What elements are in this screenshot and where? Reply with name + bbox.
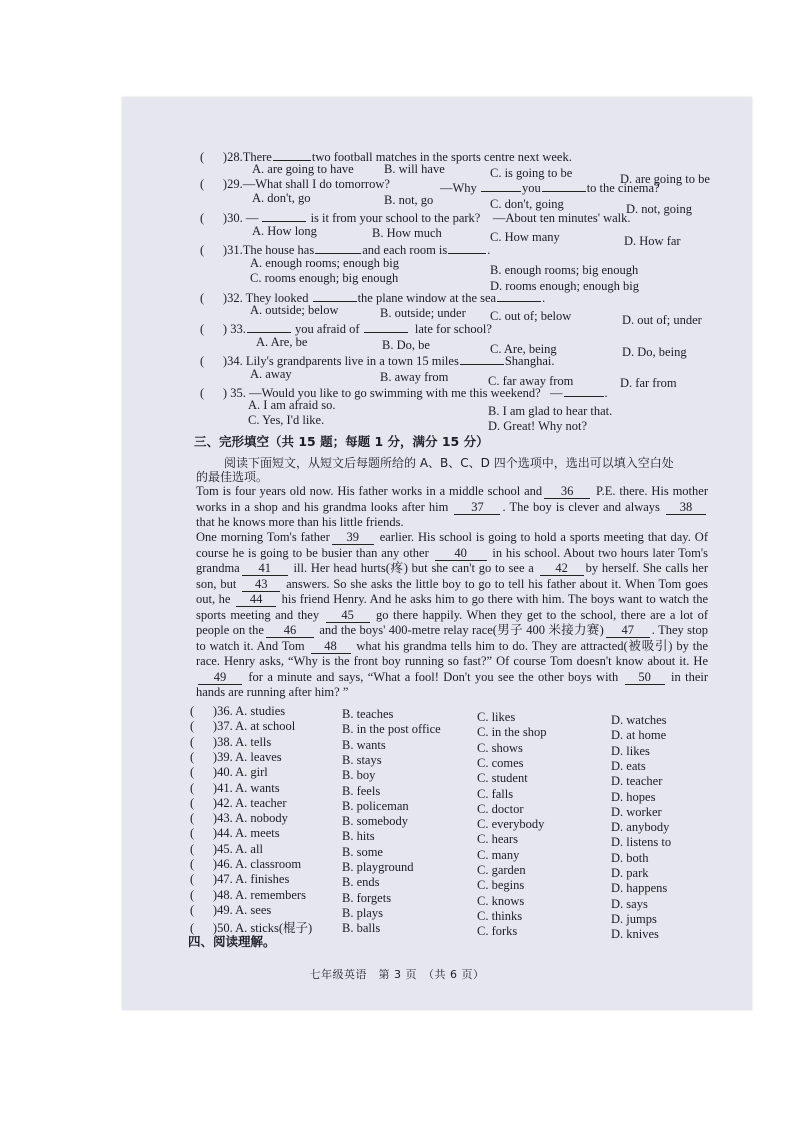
option-d[interactable]: D. eats bbox=[611, 758, 646, 773]
question-stem: ( )31.The house has and each room is . bbox=[200, 243, 491, 257]
cloze-question-50: ( )50. A. sticks(棍子) bbox=[190, 921, 313, 936]
cloze-question-41: ( )41. A. wants bbox=[190, 780, 280, 795]
blank-37[interactable]: 37 bbox=[454, 501, 500, 515]
question-stem: ( )30. — is it from your school to the park? —About ten minutes' walk. bbox=[200, 211, 631, 225]
blank-47[interactable]: 47 bbox=[606, 624, 650, 638]
page-footer: 七年级英语 第 3 页 （共 6 页） bbox=[309, 968, 485, 981]
blank-36[interactable]: 36 bbox=[544, 485, 590, 499]
option-c[interactable]: C. hears bbox=[477, 832, 518, 847]
option-d[interactable]: D. park bbox=[611, 866, 649, 880]
option-a[interactable]: A. tells bbox=[235, 734, 272, 749]
option-a[interactable]: A. are going to have bbox=[252, 162, 354, 176]
option-b[interactable]: B. plays bbox=[342, 905, 383, 920]
cloze-question-36: ( )36. A. studies bbox=[190, 704, 286, 718]
option-b[interactable]: B. outside; under bbox=[380, 306, 466, 320]
option-c[interactable]: C. How many bbox=[490, 230, 560, 244]
option-d[interactable]: D. not, going bbox=[626, 202, 692, 216]
cloze-question-42: ( )42. A. teacher bbox=[190, 795, 287, 810]
option-b[interactable]: B. teaches bbox=[342, 707, 394, 721]
option-a[interactable]: A. I am afraid so. bbox=[248, 398, 336, 412]
option-a[interactable]: A. classroom bbox=[235, 857, 302, 871]
cloze-question-45: ( )45. A. all bbox=[190, 841, 263, 856]
option-d[interactable]: D. at home bbox=[611, 728, 667, 743]
option-a[interactable]: A. sees bbox=[235, 902, 272, 917]
blank-40[interactable]: 40 bbox=[435, 547, 487, 561]
option-c[interactable]: C. rooms enough; big enough bbox=[250, 271, 399, 285]
option-b[interactable]: B. forgets bbox=[342, 890, 392, 905]
option-c[interactable]: C. out of; below bbox=[490, 309, 572, 323]
option-c[interactable]: C. student bbox=[477, 771, 528, 786]
blank-43[interactable]: 43 bbox=[242, 578, 280, 592]
option-d[interactable]: D. knives bbox=[611, 927, 659, 942]
option-c[interactable]: C. falls bbox=[477, 786, 514, 801]
option-b[interactable]: B. not, go bbox=[384, 193, 434, 207]
question-stem: ( )34. Lily's grandparents live in a town 15 miles Shanghai. bbox=[200, 354, 555, 368]
option-d[interactable]: D. watches bbox=[611, 713, 667, 727]
option-c[interactable]: C. likes bbox=[477, 710, 516, 724]
blank-45[interactable]: 45 bbox=[326, 609, 370, 623]
option-a[interactable]: A. Are, be bbox=[256, 335, 308, 349]
option-a[interactable]: A. leaves bbox=[235, 749, 282, 764]
option-b[interactable]: B. will have bbox=[384, 162, 445, 176]
option-b[interactable]: B. wants bbox=[342, 737, 386, 752]
cloze-question-49: ( )49. A. sees bbox=[190, 902, 272, 917]
question-stem: ( )28.There two football matches in the sports centre next week. bbox=[200, 150, 572, 164]
option-a[interactable]: A. meets bbox=[235, 826, 280, 841]
question-stem-reply: —Why you to the cinema? bbox=[440, 181, 660, 195]
option-c[interactable]: C. far away from bbox=[488, 374, 574, 388]
question-stem: ( ) 35. —Would you like to go swimming with me this weekend? — . bbox=[200, 386, 608, 400]
blank-42[interactable]: 42 bbox=[540, 562, 584, 576]
blank-49[interactable]: 49 bbox=[198, 671, 242, 685]
question-stem: ( ) 33. you afraid of late for school? bbox=[200, 322, 492, 336]
cloze-question-37: ( )37. A. at school bbox=[190, 719, 296, 734]
option-d[interactable]: D. out of; under bbox=[622, 313, 702, 327]
cloze-question-40: ( )40. A. girl bbox=[190, 765, 268, 780]
option-a[interactable]: A. studies bbox=[235, 704, 286, 718]
section-3-title: 三、完形填空（共 15 题；每题 1 分，满分 15 分） bbox=[194, 434, 489, 449]
option-b[interactable]: B. away from bbox=[380, 370, 449, 384]
blank-38[interactable]: 38 bbox=[666, 501, 706, 515]
option-c[interactable]: C. in the shop bbox=[477, 725, 547, 740]
option-c[interactable]: C. knows bbox=[477, 893, 525, 908]
blank-44[interactable]: 44 bbox=[236, 593, 276, 607]
option-d[interactable]: D. Great! Why not? bbox=[488, 419, 588, 433]
cloze-question-47: ( )47. A. finishes bbox=[190, 872, 290, 887]
option-b[interactable]: B. balls bbox=[342, 921, 381, 936]
option-b[interactable]: B. playground bbox=[342, 860, 414, 874]
option-b[interactable]: B. How much bbox=[372, 226, 442, 240]
option-c[interactable]: C. comes bbox=[477, 755, 524, 770]
option-b[interactable]: B. some bbox=[342, 844, 383, 859]
option-b[interactable]: B. I am glad to hear that. bbox=[488, 404, 613, 418]
option-c[interactable]: C. shows bbox=[477, 740, 523, 755]
option-a[interactable]: A. remembers bbox=[235, 887, 306, 902]
section-3-instruction: 阅读下面短文，从短文后每题所给的 A、B、C、D 四个选项中，选出可以填入空白处 bbox=[224, 456, 674, 470]
blank-41[interactable]: 41 bbox=[242, 562, 288, 576]
option-c[interactable]: C. everybody bbox=[477, 817, 545, 832]
option-d[interactable]: D. likes bbox=[611, 743, 650, 758]
option-a[interactable]: A. enough rooms; enough big bbox=[250, 256, 399, 270]
option-c[interactable]: C. doctor bbox=[477, 801, 524, 816]
option-d[interactable]: D. rooms enough; enough big bbox=[490, 279, 639, 293]
option-d[interactable]: D. jumps bbox=[611, 911, 657, 926]
option-c[interactable]: C. begins bbox=[477, 878, 525, 893]
option-b[interactable]: B. enough rooms; big enough bbox=[490, 263, 639, 277]
option-a[interactable]: A. nobody bbox=[235, 811, 288, 826]
option-d[interactable]: D. says bbox=[611, 896, 648, 911]
option-b[interactable]: B. hits bbox=[342, 829, 375, 844]
option-a[interactable]: A. sticks(棍子) bbox=[235, 921, 313, 936]
option-c[interactable]: C. thinks bbox=[477, 908, 523, 923]
option-d[interactable]: D. far from bbox=[620, 376, 677, 390]
option-c[interactable]: C. garden bbox=[477, 863, 526, 877]
cloze-question-38: ( )38. A. tells bbox=[190, 734, 272, 749]
cloze-question-44: ( )44. A. meets bbox=[190, 826, 280, 841]
cloze-question-39: ( )39. A. leaves bbox=[190, 749, 282, 764]
passage-paragraph-1: Tom is four years old now. His father works in a middle school and 36 P.E. there. His mother works in a shop and his grandma looks after him 37 . The boy is clever and always 38that he knows more than his little friends. bbox=[196, 484, 708, 529]
option-b[interactable]: B. boy bbox=[342, 768, 376, 783]
option-a[interactable]: A. finishes bbox=[235, 872, 290, 887]
option-d[interactable]: D. listens to bbox=[611, 835, 672, 850]
option-b[interactable]: B. in the post office bbox=[342, 722, 441, 737]
cloze-question-48: ( )48. A. remembers bbox=[190, 887, 306, 902]
cloze-question-43: ( )43. A. nobody bbox=[190, 811, 288, 826]
option-b[interactable]: B. feels bbox=[342, 783, 381, 798]
option-b[interactable]: B. policeman bbox=[342, 798, 409, 813]
option-c[interactable]: C. forks bbox=[477, 924, 518, 939]
option-d[interactable]: D. Do, being bbox=[622, 345, 687, 359]
option-a[interactable]: A. teacher bbox=[235, 795, 287, 810]
cloze-question-46: ( )46. A. classroom bbox=[190, 857, 302, 871]
blank-39[interactable]: 39 bbox=[332, 531, 374, 545]
option-a[interactable]: A. How long bbox=[252, 224, 317, 238]
option-b[interactable]: B. stays bbox=[342, 752, 382, 767]
passage-paragraph-2: One morning Tom's father 39 earlier. His school is going to hold a sports meeting that day. Of course he is going to be busier than any other 40 in his school. About two hours later Tom's grandma 41 ill. Her head hurts(疼) but she can't go to see a 42 by herself. She calls her son, but 43 answers. So she asks the little boy to go to tell his father about it. When Tom goes out, he 44 his friend Henry. And he asks him to go there with him. The boys want to watch the sports meeting and they 45 go there happily. When they get to the school, there are a lot of people on the 46 and the boys' 400-metre relay race(男子 400 米接力赛) 47 . They stop to watch it. And Tom 48 what his grandma tells him to do. They are attracted(被吸引) by the race. Henry asks, “Why is the front boy running so fast?” Of course Tom doesn't know about it. He 49 for a minute and says, “What a fool! Don't you see the other boys with 50 in their hands are running after him? ” bbox=[196, 530, 709, 699]
option-a[interactable]: A. at school bbox=[235, 719, 296, 734]
option-c[interactable]: C. Yes, I'd like. bbox=[248, 413, 325, 427]
blank-48[interactable]: 48 bbox=[311, 640, 351, 654]
option-d[interactable]: D. both bbox=[611, 850, 649, 865]
option-d[interactable]: D. are going to be bbox=[620, 172, 710, 186]
option-b[interactable]: B. ends bbox=[342, 875, 380, 890]
option-c[interactable]: C. don't, going bbox=[490, 197, 564, 211]
question-stem: ( )32. They looked the plane window at the sea . bbox=[200, 291, 546, 305]
option-d[interactable]: D. anybody bbox=[611, 820, 670, 835]
option-d[interactable]: D. teacher bbox=[611, 774, 663, 789]
section-4-title: 四、阅读理解。 bbox=[188, 934, 276, 949]
blank-46[interactable]: 46 bbox=[266, 624, 314, 638]
section-3-instruction-cont: 的最佳选项。 bbox=[196, 470, 269, 484]
option-c[interactable]: C. many bbox=[477, 847, 520, 862]
option-a[interactable]: A. away bbox=[250, 367, 292, 381]
option-b[interactable]: B. Do, be bbox=[382, 338, 430, 352]
option-d[interactable]: D. hopes bbox=[611, 789, 656, 804]
option-d[interactable]: D. worker bbox=[611, 804, 662, 819]
option-a[interactable]: A. outside; below bbox=[250, 303, 339, 317]
option-a[interactable]: A. don't, go bbox=[252, 191, 311, 205]
blank-50[interactable]: 50 bbox=[625, 671, 665, 685]
question-stem: ( )29.—What shall I do tomorrow? bbox=[200, 177, 390, 191]
option-d[interactable]: D. happens bbox=[611, 881, 668, 896]
option-a[interactable]: A. wants bbox=[235, 780, 280, 795]
option-a[interactable]: A. all bbox=[235, 841, 263, 856]
option-d[interactable]: D. How far bbox=[624, 234, 681, 248]
option-c[interactable]: C. is going to be bbox=[490, 166, 573, 180]
option-a[interactable]: A. girl bbox=[235, 765, 268, 780]
option-c[interactable]: C. Are, being bbox=[490, 342, 557, 356]
option-b[interactable]: B. somebody bbox=[342, 814, 408, 829]
